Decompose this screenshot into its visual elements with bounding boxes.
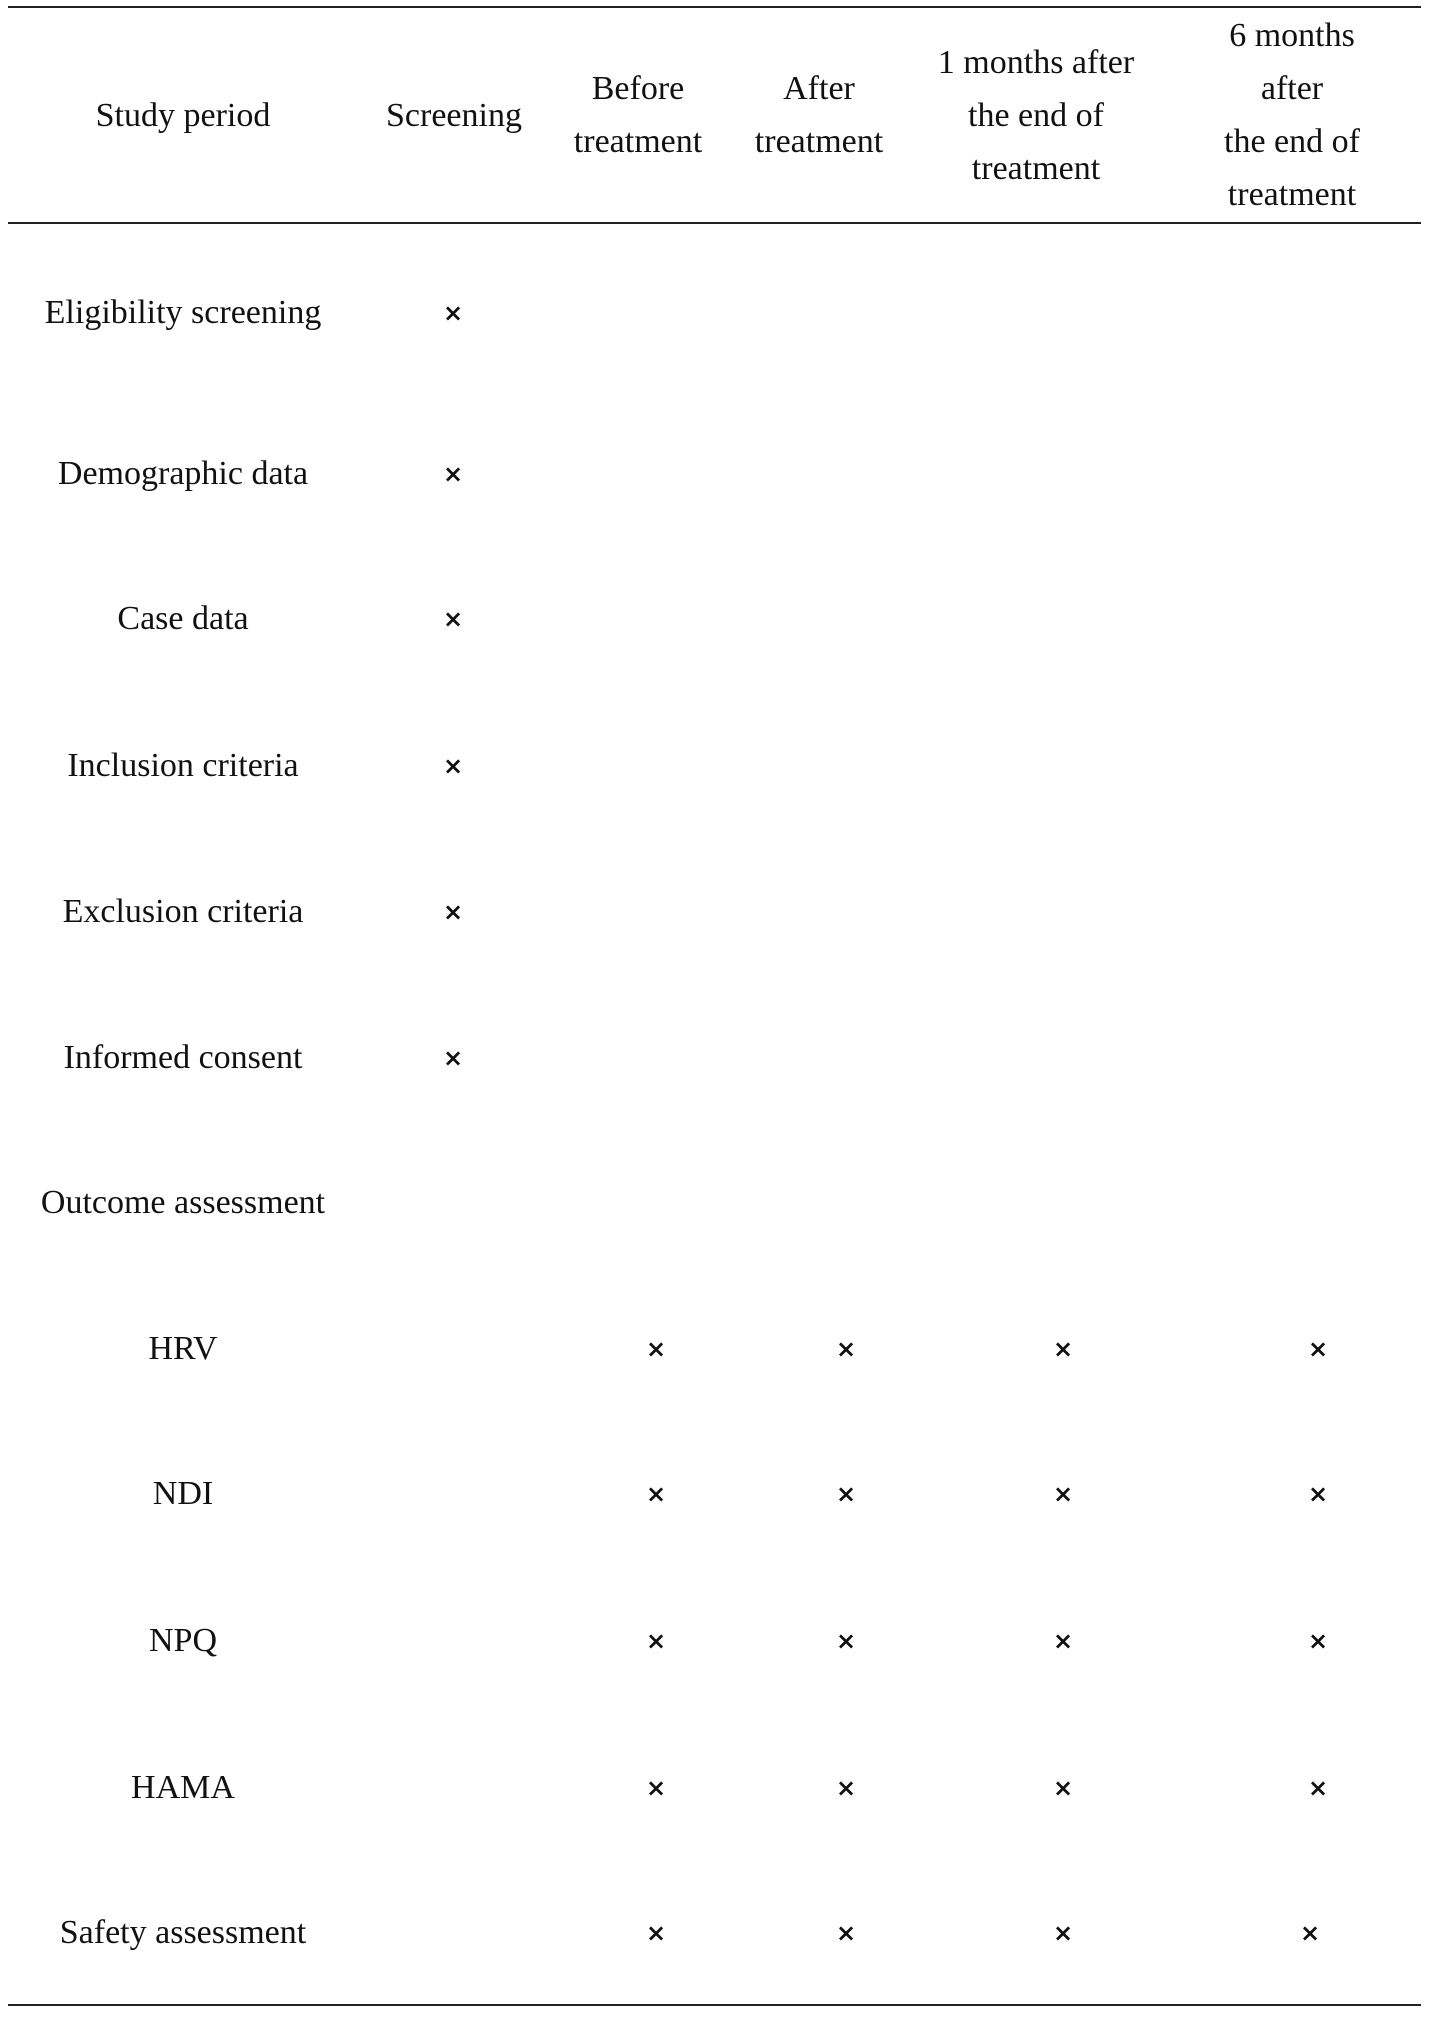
cross-mark: × (645, 1919, 667, 1947)
cross-mark: × (835, 1480, 857, 1508)
header-rule (8, 222, 1421, 224)
cross-mark: × (1052, 1335, 1074, 1363)
row-label: Outcome assessment (40, 1184, 326, 1221)
cross-mark: × (835, 1335, 857, 1363)
cross-mark: × (835, 1919, 857, 1947)
bottom-rule (8, 2004, 1421, 2006)
cross-mark: × (645, 1774, 667, 1802)
row-label: Case data (117, 600, 249, 637)
row-label: NDI (152, 1475, 214, 1512)
column-header: Before treatment (573, 70, 703, 160)
row-label: Inclusion criteria (67, 747, 299, 784)
cross-mark: × (645, 1480, 667, 1508)
cross-mark: × (442, 752, 464, 780)
cross-mark: × (835, 1627, 857, 1655)
row-label: Exclusion criteria (62, 893, 304, 930)
cross-mark: × (442, 299, 464, 327)
row-label: Informed consent (63, 1039, 303, 1076)
cross-mark: × (1052, 1774, 1074, 1802)
cross-mark: × (442, 1044, 464, 1072)
column-header: Study period (95, 96, 271, 134)
row-label: HRV (148, 1330, 218, 1367)
cross-mark: × (645, 1627, 667, 1655)
row-label: NPQ (148, 1622, 218, 1659)
cross-mark: × (1307, 1774, 1329, 1802)
cross-mark: × (835, 1774, 857, 1802)
cross-mark: × (442, 898, 464, 926)
column-header: After treatment (754, 70, 884, 160)
cross-mark: × (1052, 1919, 1074, 1947)
cross-mark: × (1299, 1919, 1321, 1947)
row-label: Safety assessment (59, 1914, 307, 1951)
row-label: Demographic data (57, 455, 309, 492)
cross-mark: × (1307, 1335, 1329, 1363)
column-header: Screening (386, 96, 522, 134)
cross-mark: × (442, 460, 464, 488)
cross-mark: × (1052, 1627, 1074, 1655)
cross-mark: × (645, 1335, 667, 1363)
cross-mark: × (1307, 1480, 1329, 1508)
cross-mark: × (1052, 1480, 1074, 1508)
top-rule (8, 6, 1421, 8)
column-header: 1 months after the end of treatment (937, 43, 1135, 187)
row-label: Eligibility screening (44, 294, 322, 331)
cross-mark: × (442, 605, 464, 633)
cross-mark: × (1307, 1627, 1329, 1655)
row-label: HAMA (131, 1769, 235, 1806)
column-header: 6 months after the end of treatment (1224, 17, 1360, 213)
